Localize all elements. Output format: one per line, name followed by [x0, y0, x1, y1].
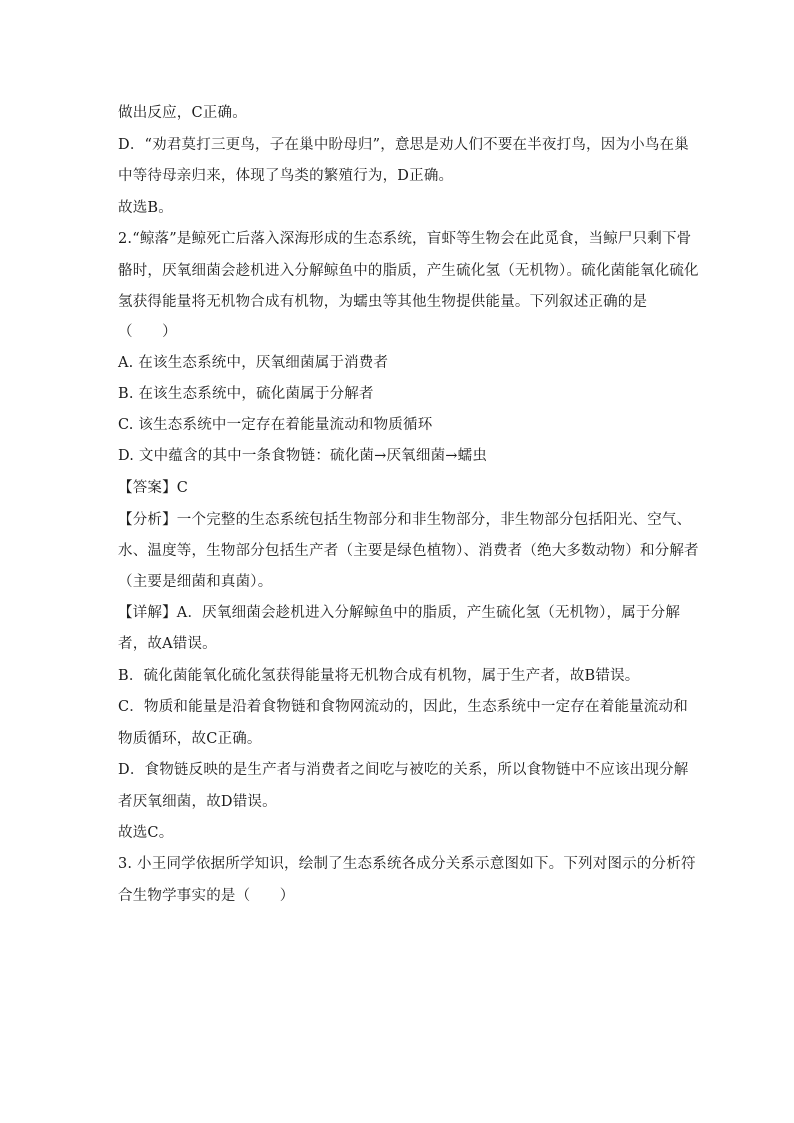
- detail-line: 【详解】A．厌氧细菌会趁机进入分解鲸鱼中的脂质，产生硫化氢（无机物），属于分解: [118, 605, 681, 621]
- detail-line: 物质循环，故C正确。: [118, 731, 262, 747]
- text-line: D．“劝君莫打三更鸟，子在巢中盼母归”，意思是劝人们不要在半夜打鸟，因为小鸟在巢: [118, 137, 689, 153]
- question-2-stem: 2.“鲸落”是鲸死亡后落入深海形成的生态系统，盲虾等生物会在此觅食，当鲸尸只剩下骨: [118, 231, 692, 247]
- analysis-line: 水、温度等，生物部分包括生产者（主要是绿色植物）、消费者（绝大多数动物）和分解者: [118, 543, 699, 559]
- answer-label: 【答案】C: [118, 480, 189, 496]
- analysis-line: 【分析】一个完整的生态系统包括生物部分和非生物部分，非生物部分包括阳光、空气、: [118, 512, 692, 528]
- text-line: 氢获得能量将无机物合成有机物，为蠕虫等其他生物提供能量。下列叙述正确的是: [118, 294, 648, 310]
- question-3-stem: 3. 小王同学依据所学知识，绘制了生态系统各成分关系示意图如下。下列对图示的分析符: [118, 856, 696, 872]
- detail-line: 者，故A错误。: [118, 636, 217, 652]
- answer-blank: （ ）: [118, 324, 177, 340]
- option-a: A. 在该生态系统中，厌氧细菌属于消费者: [118, 355, 389, 371]
- detail-line: C．物质和能量是沿着食物链和食物网流动的，因此，生态系统中一定存在着能量流动和: [118, 699, 688, 715]
- option-c: C. 该生态系统中一定存在着能量流动和物质循环: [118, 417, 433, 433]
- text-line: 骼时，厌氧细菌会趁机进入分解鲸鱼中的脂质，产生硫化氢（无机物）。硫化菌能氧化硫化: [118, 263, 699, 279]
- choice-line: 故选C。: [118, 825, 174, 841]
- text-line: 故选B。: [118, 200, 173, 216]
- detail-line: B．硫化菌能氧化硫化氢获得能量将无机物合成有机物，属于生产者，故B错误。: [118, 668, 640, 684]
- text-line: 做出反应，C正确。: [118, 105, 247, 121]
- text-line: 合生物学事实的是（ ）: [118, 888, 295, 904]
- option-d: D. 文中蕴含的其中一条食物链：硫化菌→厌氧细菌→蠕虫: [118, 448, 488, 464]
- analysis-line: （主要是细菌和真菌）。: [118, 574, 273, 590]
- detail-line: 者厌氧细菌，故D错误。: [118, 794, 277, 810]
- text-line: 中等待母亲归来，体现了鸟类的繁殖行为，D正确。: [118, 168, 454, 184]
- detail-line: D．食物链反映的是生产者与消费者之间吃与被吃的关系，所以食物链中不应该出现分解: [118, 762, 689, 778]
- option-b: B. 在该生态系统中，硫化菌属于分解者: [118, 386, 374, 402]
